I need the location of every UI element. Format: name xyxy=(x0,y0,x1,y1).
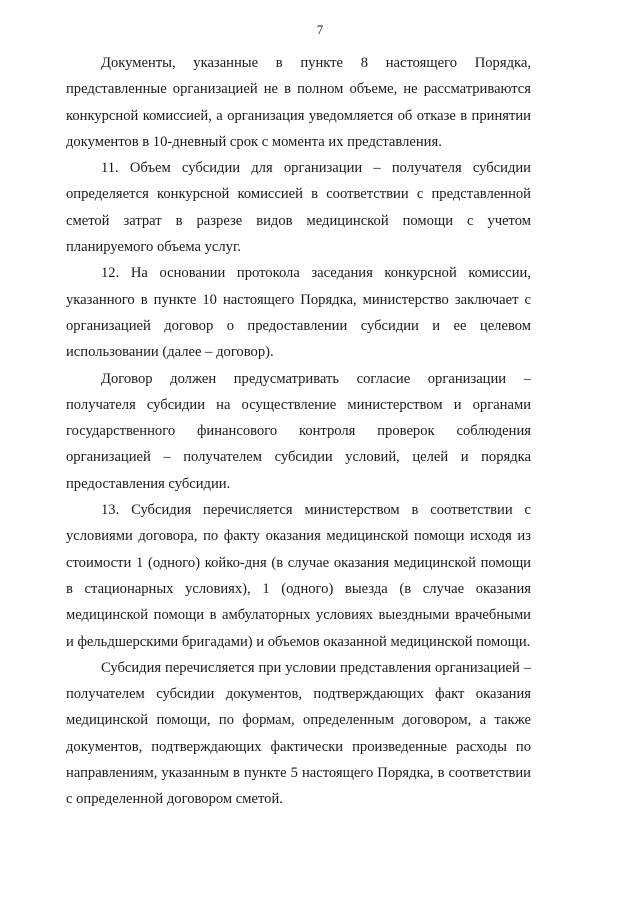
document-body xyxy=(66,50,531,813)
page-number: 7 xyxy=(316,22,324,37)
paragraph-contract-consent: Договор должен предусматривать согласие организации – получателя субсидии на осуществление министерством и органами государственного финансового контроля проверок соблюдения организацией – получателем субсидии условий, целей и порядка предоставления субсидии. xyxy=(66,370,531,492)
paragraph-11-subsidy-volume: 11. Объем субсидии для организации – получателя субсидии определяется конкурсной комиссией в соответствии с представленной сметой затрат в разрезе видов медицинской помощи с учетом планируемого объема услуг. xyxy=(66,160,531,256)
paragraph-documents-rejection: Документы, указанные в пункте 8 настоящего Порядка, представленные организацией не в полном объеме, не рассматриваются конкурсной комиссией, а организация уведомляется об отказе в принятии документов в 10-дневный срок с момента их представления. xyxy=(66,55,531,150)
paragraph-transfer-conditions: Субсидия перечисляется при условии представления организацией – получателем субсидии документов, подтверждающих факт оказания медицинской помощи, по формам, определенным договором, а также документов, подтверждающих фактически произведенные расходы по направлениям, указанным в пункте 5 настоящего Порядка, в соответствии с определенной договором сметой. xyxy=(66,659,531,808)
paragraph-13-transfer: 13. Субсидия перечисляется министерством в соответствии с условиями договора, по факту оказания медицинской помощи исходя из стоимости 1 (одного) койко-дня (в случае оказания медицинской помощи в стационарных условиях), 1 (одного) выезда (в случае оказания медицинской помощи в амбулаторных условиях выездными врачебными и фельдшерскими бригадами) и объемов оказанной медицинской помощи. xyxy=(66,502,531,650)
paragraph-12-contract: 12. На основании протокола заседания конкурсной комиссии, указанного в пункте 10 настоящего Порядка, министерство заключает с организацией договор о предоставлении субсидии и ее целевом использовании (далее – договор). xyxy=(66,265,531,361)
